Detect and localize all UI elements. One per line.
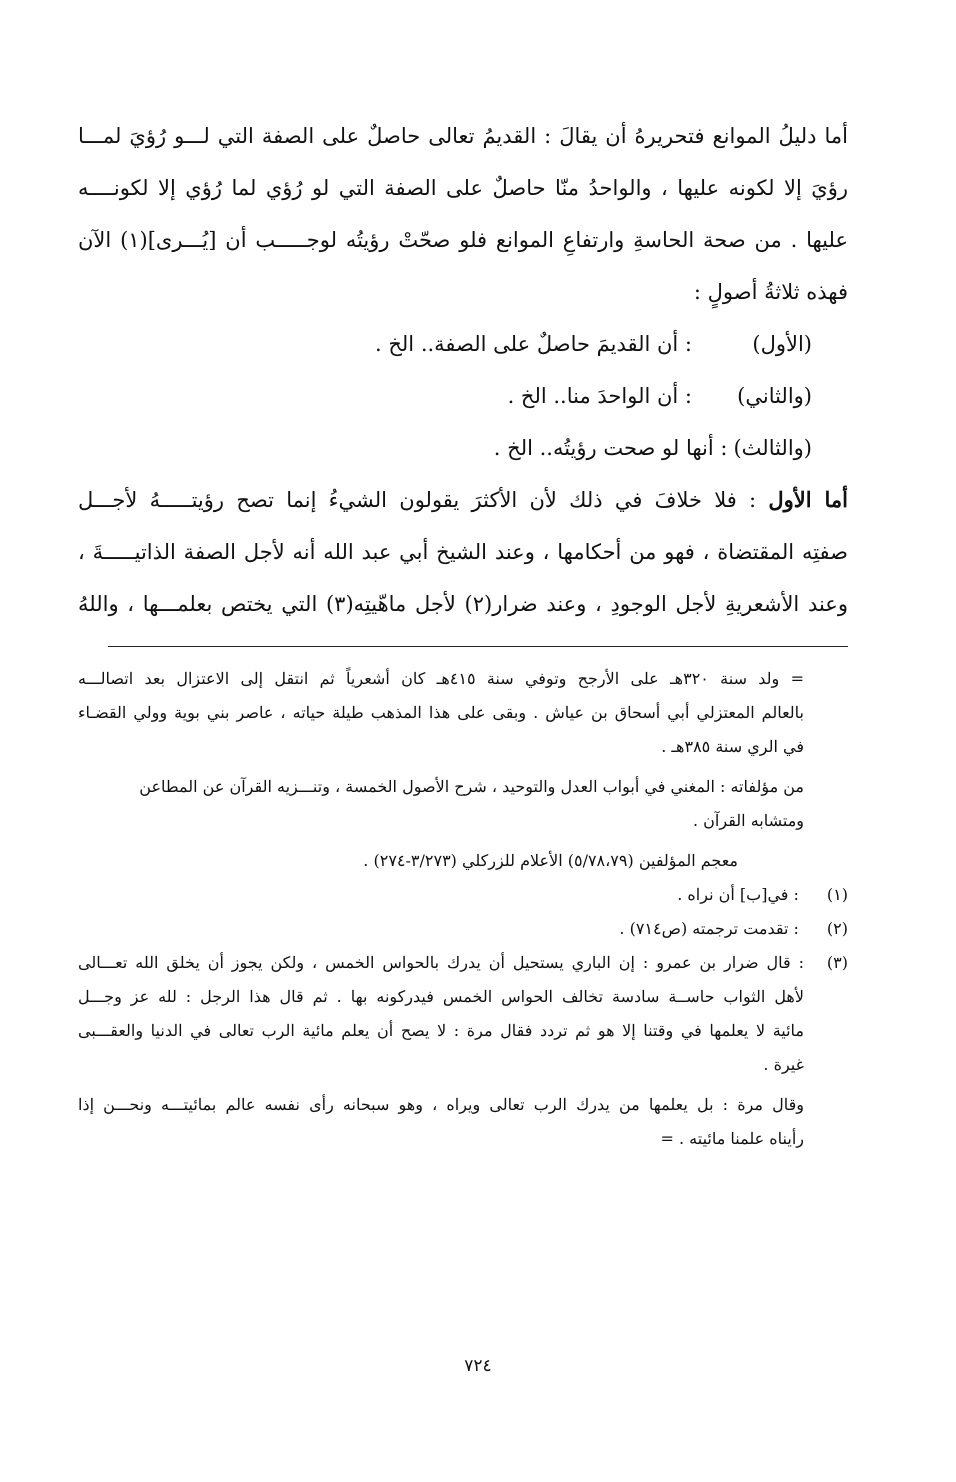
footnotes [78,662,848,1156]
text-line: صفتِه المقتضاة ، فهو من أحكامها ، وعند الشيخ أبي عبد الله أنه لأجل الصفة الذاتيـــــةَ ، [78,540,848,564]
footnote-line: غيرة . [763,1055,804,1074]
principle-item [78,370,848,422]
text-line: عليها . من صحة الحاسةِ وارتفاعِ الموانع فلو صحّتْ رؤيتُه لوجـــــب أن [يُـــرى](١) الآن [78,228,848,252]
footnote-line: رأيناه علمنا مائيته . = [660,1129,804,1148]
footnote-line: من مؤلفاته : المغني في أبواب العدل والتوحيد ، شرح الأصول الخمسة ، وتنـــزيه القرآن عن المطاعن [139,777,804,796]
principle-label: (والثاني) [737,383,812,408]
paragraph-text: : فلا خلافَ في ذلك لأن الأكثرَ يقولون الشيءُ إنما تصح رؤيتـــــهُ لأجـــل [78,488,757,512]
footnote-line: في الري سنة ٣٨٥هـ . [661,737,804,756]
paragraph-heading: أما الأول [768,487,848,512]
text-line: رؤيَ إلا لكونه عليها ، والواحدُ منّا حاصلٌ على الصفة التي لو رُؤي لما رُؤي إلا لكونــــه [78,176,848,200]
page-number: ٧٢٤ [464,1356,492,1376]
main-text [78,110,848,630]
footnote-line: وقال مرة : بل يعلمها من يدرك الرب تعالى ويراه ، وهو سبحانه رأى نفسه عالم بمائيتـــه ونحـــن إذا [78,1095,804,1114]
footnote-line: بالعالم المعتزلي أبي أسحاق بن عياش . وبقى على هذا المذهب طيلة حياته ، عاصر بني بوية وولي القضـاء [78,703,804,722]
footnote-text: : في[ب] أن نراه . [677,885,799,904]
principle-text: : أنها لو صحت رؤيتُه.. الخ . [493,435,728,460]
footnote-line: ومتشابه القرآن . [693,811,804,830]
text-line: وعند الأشعريةِ لأجل الوجودِ ، وعند ضرار(٢) لأجل ماهّيتِه(٣) التي يختص بعلمـــها ، واللهُ [78,592,848,616]
footnote-reference: معجم المؤلفين (٥/٧٨،٧٩) الأعلام للزركلي (٣/٢٧٣-٢٧٤) . [363,851,738,870]
footnote-number: (١) [826,885,848,904]
footnote-3 [78,946,848,980]
principle-text: : أن القديمَ حاصلٌ على الصفة.. الخ . [375,331,692,356]
footnote-1 [78,878,848,912]
footnote-line: مائية لا يعلمها في وقتنا إلا هو ثم تردد فقال مرة : لا يصح أن يعلم مائية الرب تعالى في الدنيا والعقـــبى [78,1021,804,1040]
principle-label: (والثالث) [733,435,812,460]
footnote-text: : قال ضرار بن عمرو : إن الباري يستحيل أن يدرك بالحواس الخمس ، ولكن يجوز أن يخلق الله تعـــالى [78,953,804,972]
principle-label: (الأول) [752,331,812,356]
principle-item [78,422,848,474]
text-line [78,474,848,526]
footnote-2 [78,912,848,946]
principle-text: : أن الواحدَ منا.. الخ . [507,383,692,408]
text-line: فهذه ثلاثةُ أصولٍ : [693,279,848,304]
principle-item [78,318,848,370]
footnote-text: : تقدمت ترجمته (ص٧١٤) . [619,919,799,938]
footnote-line: = ولد سنة ٣٢٠هـ على الأرجح وتوفي سنة ٤١٥هـ كان أشعرياً ثم انتقل إلى الاعتزال بعد اتصالـــه [78,669,804,688]
footnote-divider [108,646,848,647]
footnote-number: (٣) [826,953,848,972]
text-line: أما دليلُ الموانع فتحريرهُ أن يقالَ : القديمُ تعالى حاصلٌ على الصفة التي لـــو رُؤيَ لمـــا [78,124,848,148]
footnote-number: (٢) [826,919,848,938]
footnote-line: لأهل الثواب حاســة سادسة تخالف الحواس الخمس فيدركونه بها . ثم قال هذا الرجل : لله عز وجـــل [78,987,804,1006]
